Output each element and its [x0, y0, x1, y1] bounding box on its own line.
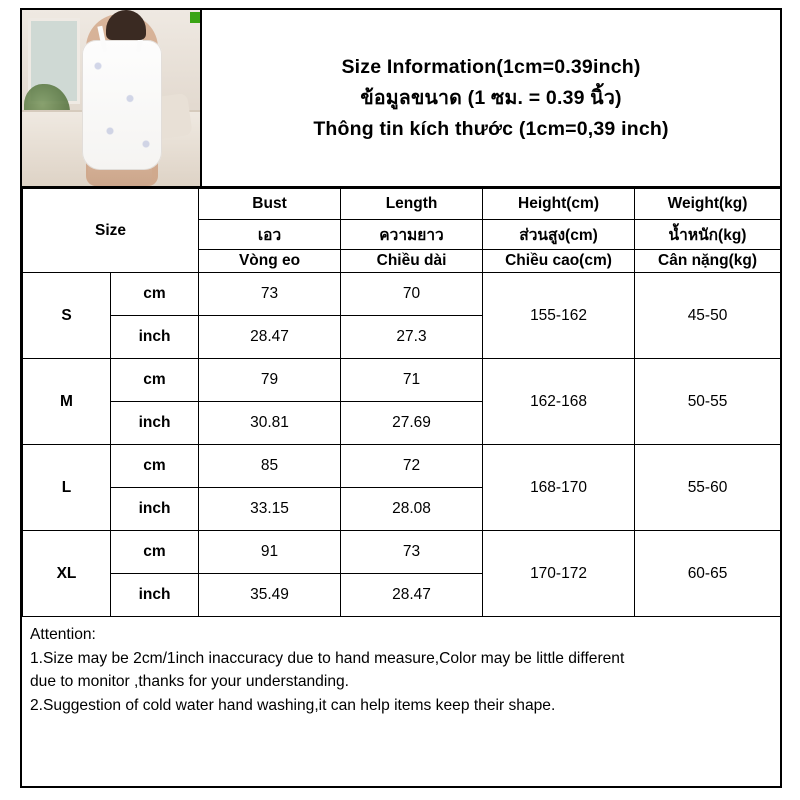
bust-cm-l: 85 [199, 445, 341, 488]
length-inch-m: 27.69 [341, 402, 483, 445]
bust-cm-s: 73 [199, 273, 341, 316]
weight-l: 55-60 [635, 445, 781, 531]
weight-xl: 60-65 [635, 531, 781, 617]
unit-cm-l: cm [111, 445, 199, 488]
bust-inch-s: 28.47 [199, 316, 341, 359]
height-l: 168-170 [483, 445, 635, 531]
title-block [202, 10, 780, 186]
header-row [22, 10, 780, 188]
weight-m: 50-55 [635, 359, 781, 445]
table-row [23, 531, 781, 574]
title-line-english: Size Information(1cm=0.39inch) [341, 55, 641, 78]
weight-header-en: Weight(kg) [635, 189, 781, 220]
bust-inch-xl: 35.49 [199, 574, 341, 617]
unit-cm-xl: cm [111, 531, 199, 574]
bust-cm-m: 79 [199, 359, 341, 402]
row-size-m: M [23, 359, 111, 445]
bust-inch-l: 33.15 [199, 488, 341, 531]
row-size-s: S [23, 273, 111, 359]
weight-s: 45-50 [635, 273, 781, 359]
photo-lace-dress [82, 40, 162, 170]
attention-block [22, 617, 780, 721]
weight-header-th: น้ำหนัก(kg) [635, 220, 781, 250]
length-header-vi: Chiều dài [341, 250, 483, 273]
table-row [23, 445, 781, 488]
length-cm-l: 72 [341, 445, 483, 488]
title-line-vietnamese: Thông tin kích thước (1cm=0,39 inch) [313, 117, 669, 140]
size-table [22, 188, 781, 617]
attention-line-1: 1.Size may be 2cm/1inch inaccuracy due to hand measure,Color may be little different [30, 649, 625, 667]
length-cm-m: 71 [341, 359, 483, 402]
row-size-xl: XL [23, 531, 111, 617]
weight-header-vi: Cân nặng(kg) [635, 250, 781, 273]
attention-line-2: due to monitor ,thanks for your understanding. [30, 673, 349, 690]
length-header-en: Length [341, 189, 483, 220]
unit-inch-l: inch [111, 488, 199, 531]
length-inch-xl: 28.47 [341, 574, 483, 617]
table-row [23, 359, 781, 402]
attention-line-3: 2.Suggestion of cold water hand washing,it can help items keep their shape. [30, 696, 556, 714]
length-header-th: ความยาว [341, 220, 483, 250]
table-row [23, 273, 781, 316]
height-s: 155-162 [483, 273, 635, 359]
bust-cm-xl: 91 [199, 531, 341, 574]
size-column-header: Size [23, 189, 199, 273]
height-header-en: Height(cm) [483, 189, 635, 220]
height-xl: 170-172 [483, 531, 635, 617]
length-inch-s: 27.3 [341, 316, 483, 359]
length-cm-s: 70 [341, 273, 483, 316]
height-m: 162-168 [483, 359, 635, 445]
row-size-l: L [23, 445, 111, 531]
bust-header-th: เอว [199, 220, 341, 250]
unit-inch-xl: inch [111, 574, 199, 617]
unit-inch-m: inch [111, 402, 199, 445]
height-header-vi: Chiều cao(cm) [483, 250, 635, 273]
bust-inch-m: 30.81 [199, 402, 341, 445]
unit-cm-m: cm [111, 359, 199, 402]
table-header-row-en [23, 189, 781, 220]
unit-inch-s: inch [111, 316, 199, 359]
size-chart-sheet [20, 8, 782, 788]
green-square-marker [190, 12, 201, 23]
product-photo [22, 10, 202, 186]
length-cm-xl: 73 [341, 531, 483, 574]
attention-heading: Attention: [30, 626, 96, 643]
unit-cm-s: cm [111, 273, 199, 316]
bust-header-vi: Vòng eo [199, 250, 341, 273]
height-header-th: ส่วนสูง(cm) [483, 220, 635, 250]
length-inch-l: 28.08 [341, 488, 483, 531]
title-line-thai: ข้อมูลขนาด (1 ซม. = 0.39 นิ้ว) [360, 86, 622, 109]
bust-header-en: Bust [199, 189, 341, 220]
